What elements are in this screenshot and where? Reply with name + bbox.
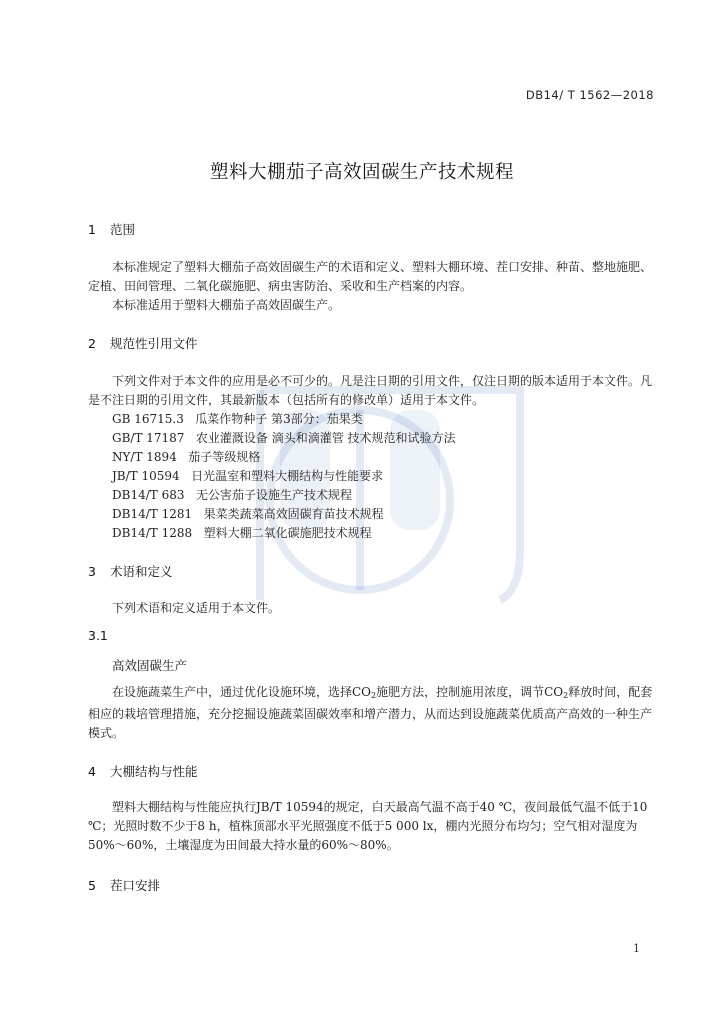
section-title: 术语和定义	[109, 564, 173, 579]
reference-item: NY/T 1894 茄子等级规格	[112, 450, 261, 464]
section-1-paragraph-2: 本标准适用于塑料大棚茄子高效固碳生产。	[112, 298, 341, 312]
section-title: 茬口安排	[109, 878, 160, 893]
section-title: 规范性引用文件	[109, 336, 198, 351]
section-number: 3	[88, 564, 96, 579]
section-5-heading	[88, 876, 160, 894]
section-title: 大棚结构与性能	[109, 764, 198, 779]
reference-item: JB/T 10594 日光温室和塑料大棚结构与性能要求	[112, 469, 384, 483]
section-1-paragraph-1: 本标准规定了塑料大棚茄子高效固碳生产的术语和定义、塑料大棚环境、茬口安排、种苗、整地施肥、定植、田间管理、二氧化碳施肥、病虫害防治、采收和生产档案的内容。	[88, 260, 653, 293]
section-3-heading	[88, 562, 173, 580]
section-number: 2	[88, 336, 96, 351]
section-4-paragraph-1: 塑料大棚结构与性能应执行JB/T 10594的规定，白天最高气温不高于40 ℃，夜间最低气温不低于10 ℃；光照时数不少于8 h，植株顶部水平光照强度不低于5 000 lx，棚内光照分布均匀；空气相对湿度为50%～60%，土壤湿度为田间最大持水量的60%～80%。	[88, 800, 648, 852]
reference-item: DB14/T 1288 塑料大棚二氧化碳施肥技术规程	[112, 526, 372, 540]
reference-item: DB14/T 683 无公害茄子设施生产技术规程	[112, 488, 352, 502]
subsection-number: 3.1	[88, 628, 108, 643]
page-number: 1	[633, 942, 640, 955]
section-2-paragraph-1: 下列文件对于本文件的应用是必不可少的。凡是注日期的引用文件，仅注日期的版本适用于本文件。凡是不注日期的引用文件，其最新版本（包括所有的修改单）适用于本文件。	[88, 374, 653, 407]
section-number: 4	[88, 764, 96, 779]
section-2-heading	[88, 334, 198, 352]
term-definition: 在设施蔬菜生产中，通过优化设施环境，选择$CO_2$施肥方法，控制施用浓度，调节$CO_2$释放时间，配套相应的栽培管理措施，充分挖掘设施蔬菜固碳效率和增产潜力，从而达到设施蔬菜优质高产高效的一种生产模式。	[88, 685, 653, 740]
reference-item: DB14/T 1281 果菜类蔬菜高效固碳育苗技术规程	[112, 507, 384, 521]
reference-item: GB/T 17187 农业灌溉设备 滴头和滴灌管 技术规范和试验方法	[112, 431, 456, 445]
section-4-heading	[88, 762, 198, 780]
page-title: 塑料大棚茄子高效固碳生产技术规程	[209, 162, 514, 183]
section-3-paragraph-1: 下列术语和定义适用于本文件。	[112, 601, 281, 615]
section-number: 1	[88, 222, 96, 237]
term-title: 高效固碳生产	[112, 658, 188, 673]
reference-item: GB 16715.3 瓜菜作物种子 第3部分：茄果类	[112, 412, 363, 426]
section-1-heading	[88, 220, 135, 238]
document-code: DB14/ T 1562—2018	[525, 88, 654, 102]
section-title: 范围	[109, 222, 135, 237]
section-number: 5	[88, 878, 96, 893]
